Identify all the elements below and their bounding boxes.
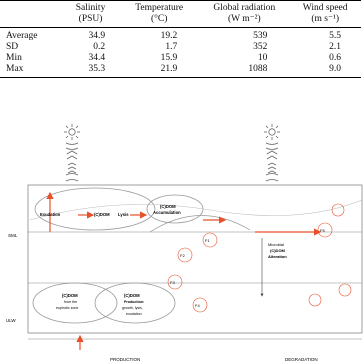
table-cell: 539 <box>253 31 268 41</box>
label-ulw-prod2: growth, lysis, <box>122 306 143 310</box>
table-cell: 10 <box>257 53 268 63</box>
table-cell: 5.5 <box>329 31 341 41</box>
label-lysis: Lysis <box>118 212 129 217</box>
sun-icon-left <box>64 124 80 140</box>
flux-circle-extra1 <box>332 204 344 216</box>
flux-circle-extra3 <box>339 284 351 296</box>
row-label: Average <box>6 31 38 41</box>
cdom-process-diagram <box>0 118 363 363</box>
sun-icon-right <box>264 124 280 140</box>
label-ulw-prod1: Production: <box>124 300 145 304</box>
row-label: Max <box>0 64 62 78</box>
table-cell: 2.1 <box>329 42 341 52</box>
wave-icon-right <box>266 143 278 181</box>
table-cell: 19.2 <box>160 31 178 41</box>
surface-wave <box>30 200 362 220</box>
label-exudation: Exudation <box>40 212 61 217</box>
table-cell: 1.7 <box>165 42 178 52</box>
layer-label-ulw: ULW <box>6 318 16 323</box>
table-row <box>0 53 361 64</box>
table-cell: 9.0 <box>289 64 361 78</box>
flux-label-f3: F3 <box>170 280 175 285</box>
surface-wave-2 <box>150 215 250 232</box>
table-row <box>0 42 361 53</box>
col-header-radiation: Global radiation <box>199 1 289 15</box>
unit-temperature: (°C) <box>119 14 199 28</box>
label-ulw-cdom1: (C)DOM <box>62 293 78 298</box>
flux-label-f1: F1 <box>205 238 210 243</box>
table-row <box>0 28 361 43</box>
col-header-temperature: Temperature <box>119 1 199 15</box>
table-row <box>0 64 361 78</box>
section-production: PRODUCTION <box>110 357 141 362</box>
label-accum-cdom: (C)DOM <box>160 204 176 209</box>
label-ulw-from1: from the <box>64 300 78 304</box>
table-cell: 0.2 <box>93 42 106 52</box>
unit-wind: (m s⁻¹) <box>289 14 361 28</box>
label-accumulation: Accumulation <box>153 210 181 215</box>
wave-icon-left <box>66 143 78 181</box>
row-label: Min <box>6 53 22 63</box>
stats-table <box>0 0 363 78</box>
flux-circle-extra2 <box>309 294 321 306</box>
diagram-frame <box>28 185 362 333</box>
table-cell: 1088 <box>199 64 289 78</box>
label-microbial-cdom: (C)DOM <box>270 248 285 253</box>
flux-label-f5: F5 <box>320 228 325 233</box>
flux-circles <box>168 204 351 312</box>
table-cell: 21.9 <box>119 64 199 78</box>
flux-label-f2: F2 <box>180 253 185 258</box>
environment-table <box>0 0 361 78</box>
table-cell: 35.3 <box>62 64 119 78</box>
unit-salinity: (PSU) <box>62 14 119 28</box>
corner-cell <box>0 1 62 15</box>
col-header-salinity: Salinity <box>62 1 119 15</box>
unit-radiation: (W m⁻²) <box>199 14 289 28</box>
table-cell: 34.9 <box>88 31 106 41</box>
label-ulw-from2: euphotic zone <box>56 306 79 310</box>
label-cdom-sml: (C)DOM <box>94 212 110 217</box>
row-label: SD <box>6 42 19 52</box>
diagram-svg <box>0 118 363 363</box>
corner-cell-2 <box>0 14 62 28</box>
table-cell: 0.6 <box>329 53 341 63</box>
col-header-wind: Wind speed <box>289 1 361 15</box>
table-cell: 15.9 <box>160 53 178 63</box>
label-ulw-prod3: exudation <box>126 312 142 316</box>
table-cell: 34.4 <box>88 53 106 63</box>
label-microbial: Microbial <box>268 242 285 247</box>
section-degradation: DEGRADATION <box>285 357 318 362</box>
table-cell: 352 <box>253 42 268 52</box>
label-alteration: Alteration <box>268 254 287 259</box>
flux-label-f4: F4 <box>195 303 200 308</box>
layer-label-sml: SML <box>8 233 18 238</box>
label-ulw-cdom2: (C)DOM <box>124 293 140 298</box>
sml-ellipse <box>35 188 155 230</box>
